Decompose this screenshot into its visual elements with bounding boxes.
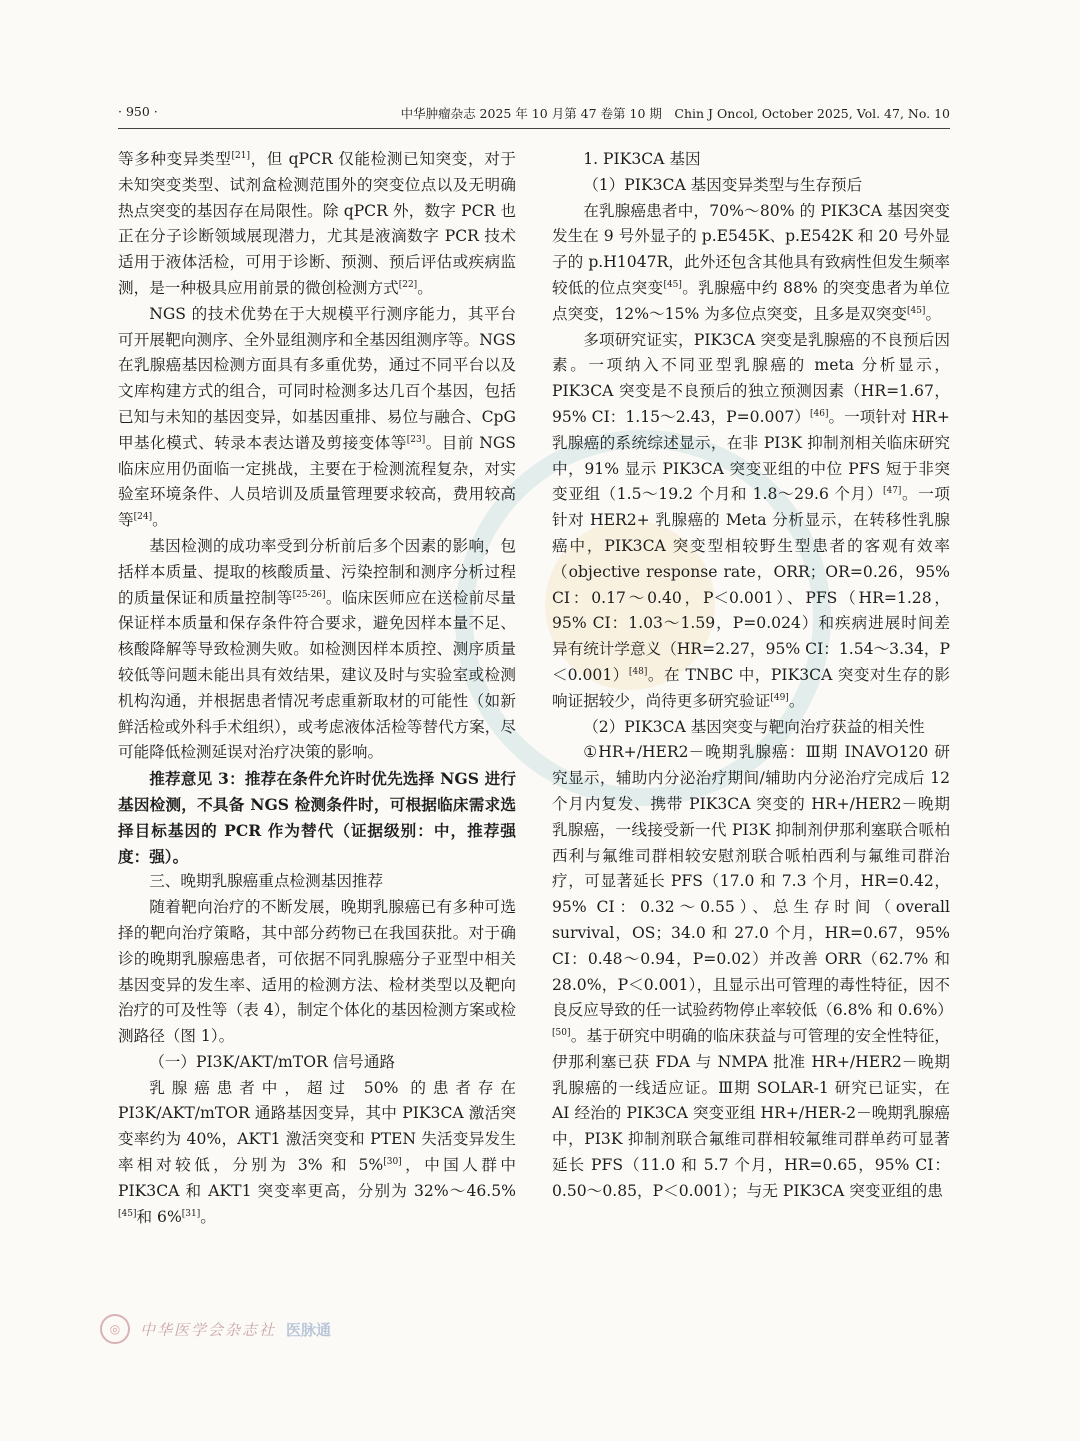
- page-number: · 950 ·: [118, 104, 158, 119]
- citation-ref[interactable]: [31]: [181, 1208, 201, 1219]
- section-heading: 三、晚期乳腺癌重点检测基因推荐: [149, 872, 384, 891]
- left-column: [118, 147, 516, 1230]
- journal-citation: 中华肿瘤杂志 2025 年 10 月第 47 卷第 10 期 Chin J Oncol, October 2025, Vol. 47, No. 10: [400, 106, 950, 121]
- citation-ref[interactable]: [30]: [383, 1156, 402, 1167]
- citation-ref[interactable]: [45]: [663, 279, 682, 290]
- citation-ref[interactable]: [23]: [406, 434, 426, 445]
- citation-ref[interactable]: [48]: [628, 666, 648, 677]
- citation-ref[interactable]: [46]: [809, 408, 829, 419]
- citation-ref[interactable]: [49]: [770, 692, 789, 703]
- paragraph: 在乳腺癌患者中，70%～80% 的 PIK3CA 基因突变发生在 9 号外显子的 p.E545K、p.E542K 和 20 号外显子的 p.H1047R，此外还包含其他具有致病性但发生频率较低的位点突变[45]。乳腺癌中约 88% 的突变患者为单位点突变，12%～15% 为多位点突变，且多是双突变[45]。: [552, 201, 950, 323]
- subsection-heading: （一）PI3K/AKT/mTOR 信号通路: [149, 1052, 396, 1071]
- citation-ref[interactable]: [25-26]: [292, 589, 326, 600]
- heading-gene: 1. PIK3CA 基因: [583, 150, 701, 168]
- paragraph: 随着靶向治疗的不断发展，晚期乳腺癌已有多种可选择的靶向治疗策略，其中部分药物已在我国获批。对于确诊的晚期乳腺癌患者，可依据不同乳腺癌分子亚型中相关基因变异的发生率、适用的检测方法、检材类型以及靶向治疗的可及性等（表 4），制定个体化的基因检测方案或检测路径（图 1）。: [118, 898, 516, 1046]
- citation-ref[interactable]: [21]: [231, 150, 250, 161]
- citation-ref[interactable]: [50]: [552, 1027, 571, 1038]
- paragraph: ①HR+/HER2－晚期乳腺癌：Ⅲ期 INAVO120 研究显示，辅助内分泌治疗期间/辅助内分泌治疗完成后 12 个月内复发、携带 PIK3CA 突变的 HR+/HER2－晚期乳腺癌，一线接受新一代 PI3K 抑制剂伊那利塞联合哌柏西利与氟维司群相较安慰剂联合哌柏西利与氟维司群治疗，可显著延长 PFS（17.0 和 7.3 个月，HR=0.42，95% CI：0.32～0.55）、总生存时间（overall survival，OS；34.0 和 27.0 个月，HR=0.67，95% CI：0.48～0.94，P=0.02）并改善 ORR（62.7% 和 28.0%，P＜0.001），且显示出可管理的毒性特征，因不良反应导致的任一试验药物停止率较低（6.8% 和 0.6%）[50]。基于研究中明确的临床获益与可管理的安全性特征，伊那利塞已获 FDA 与 NMPA 批准 HR+/HER2－晚期乳腺癌的一线适应证。Ⅲ期 SOLAR-1 研究已证实，在 AI 经治的 PIK3CA 突变亚组 HR+/HER-2－晚期乳腺癌中，PI3K 抑制剂联合氟维司群相较氟维司群单药可显著延长 PFS（11.0 和 5.7 个月，HR=0.65，95% CI：0.50～0.85，P＜0.001）；与无 PIK3CA 突变亚组的患: [552, 743, 954, 1200]
- right-column: [552, 147, 954, 1205]
- paragraph: 等多种变异类型[21]，但 qPCR 仅能检测已知突变，对于未知突变类型、试剂盒检测范围外的突变位点以及无明确热点突变的基因存在局限性。除 qPCR 外，数字 PCR 也正在分子诊断领域展现潜力，尤其是液滴数字 PCR 技术适用于液体活检，可用于诊断、预测、预后评估或疾病监测，是一种极具应用前景的微创检测方式[22]。: [118, 150, 516, 297]
- header-rule: [118, 128, 950, 129]
- recommendation: 推荐意见 3：推荐在条件允许时优先选择 NGS 进行基因检测，不具备 NGS 检测条件时，可根据临床需求选择目标基因的 PCR 作为替代（证据级别：中，推荐强度：强）。: [118, 769, 516, 866]
- citation-ref[interactable]: [47]: [882, 486, 902, 497]
- publisher-logo: 中华医学会杂志社: [140, 1320, 277, 1339]
- heading-subsection: （2）PIK3CA 基因突变与靶向治疗获益的相关性: [583, 717, 925, 736]
- citation-ref[interactable]: [24]: [133, 511, 153, 522]
- paragraph: 乳腺癌患者中，超过 50% 的患者存在 PI3K/AKT/mTOR 通路基因变异，其中 PIK3CA 激活突变率约为 40%，AKT1 激活突变和 PTEN 失活变异发生率相对较低，分别为 3% 和 5%[30]，中国人群中 PIK3CA 和 AKT1 突变率更高，分别为 32%～46.5%[45]和 6%[31]。: [118, 1078, 516, 1226]
- running-header: [118, 104, 950, 124]
- paragraph: 基因检测的成功率受到分析前后多个因素的影响，包括样本质量、提取的核酸质量、污染控制和测序分析过程的质量保证和质量控制等[25-26]。临床医师应在送检前尽量保证样本质量和保存条件符合要求，避免因样本量不足、核酸降解等导致检测失败。如检测因样本质控、测序质量较低等问题未能出具有效结果，建议及时与实验室或检测机构沟通，并根据患者情况考虑重新取材的可能性（如新鲜活检或外科手术组织），或考虑液体活检等替代方案，尽可能降低检测延误对治疗决策的影响。: [118, 536, 516, 762]
- paragraph: 多项研究证实，PIK3CA 突变是乳腺癌的不良预后因素。一项纳入不同亚型乳腺癌的 meta 分析显示，PIK3CA 突变是不良预后的独立预测因素（HR=1.67，95% CI：1.15～2.43，P=0.007）[46]。一项针对 HR+ 乳腺癌的系统综述显示，在非 PI3K 抑制剂相关临床研究中，91% 显示 PIK3CA 突变亚组的中位 PFS 短于非突变亚组（1.5～19.2 个月和 1.8～29.6 个月）[47]。一项针对 HER2+ 乳腺癌的 Meta 分析显示，在转移性乳腺癌中，PIK3CA 突变型相较野生型患者的客观有效率（objective response rate，ORR；OR=0.26，95% CI：0.17～0.40，P＜0.001）、PFS（HR=1.28，95% CI：1.03～1.59，P=0.024）和疾病进展时间差异有统计学意义（HR=2.27，95% CI：1.54～3.34，P＜0.001）[48]。在 TNBC 中，PIK3CA 突变对生存的影响证据较少，尚待更多研究验证[49]。: [552, 330, 950, 710]
- heading-subsection: （1）PIK3CA 基因变异类型与生存预后: [583, 175, 863, 194]
- publisher-seal-icon: ◎: [100, 1314, 130, 1344]
- citation-ref[interactable]: [45]: [118, 1208, 137, 1219]
- citation-ref[interactable]: [45]: [906, 305, 926, 316]
- publisher-footer: [100, 1313, 331, 1345]
- watermark-tag: 医脉通: [286, 1320, 332, 1339]
- paragraph: NGS 的技术优势在于大规模平行测序能力，其平台可开展靶向测序、全外显组测序和全基因组测序等。NGS 在乳腺癌基因检测方面具有多重优势，通过不同平台以及文库构建方式的组合，可同时检测多达几百个基因，包括已知与未知的基因变异，如基因重排、易位与融合、CpG 甲基化模式、转录本表达谱及剪接变体等[23]。目前 NGS 临床应用仍面临一定挑战，主要在于检测流程复杂，对实验室环境条件、人员培训及质量管理要求较高，费用较高等[24]。: [118, 304, 516, 530]
- citation-ref[interactable]: [22]: [398, 279, 418, 290]
